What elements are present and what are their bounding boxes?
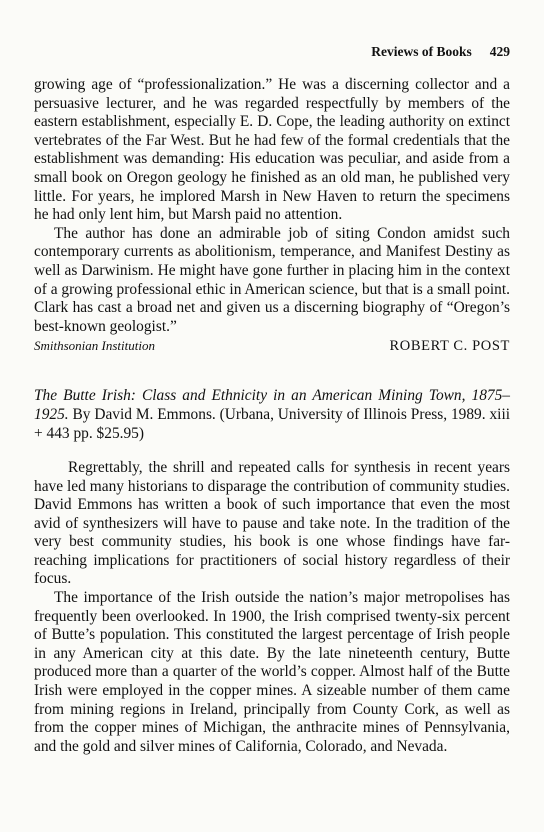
book-page — [34, 44, 510, 756]
book-citation — [34, 386, 510, 443]
book-details: By David M. Emmons. (Urbana, University of Illinois Press, 1989. xiii + 443 pp. $25.95) — [34, 405, 510, 442]
reviewer-institution: Smithsonian Institution — [34, 338, 155, 354]
reviewer-name: ROBERT C. POST — [389, 338, 510, 355]
running-head-title: Reviews of Books — [371, 44, 472, 59]
review-signature — [34, 337, 510, 356]
review-paragraph: The author has done an admirable job of siting Condon amidst such contemporary currents as abolitionism, temperance, and Manifest Destiny as well as Darwinism. He might have gone further in placing him in the context of a growing professional ethic in American science, but that is a small point. Clark has cast a broad net and given us a discerning biography of “Oregon’s best-known geologist.” — [34, 224, 510, 335]
review-butte-irish — [34, 459, 510, 757]
review-paragraph: growing age of “professionalization.” He was a discerning collector and a persuasive lecturer, and he was regarded respectfully by members of the eastern establishment, especially E. D. Cope, the leading authority on extinct vertebrates of the Far West. But he had few of the formal credentials that the establishment was demanding: His education was peculiar, and aside from a small book on Oregon geology he finished as an old man, he published very little. For years, he implored Marsh in New Haven to return the specimens he had only lent him, but Marsh paid no attention. — [34, 76, 510, 224]
book-title: The Butte Irish: Class and Ethnicity in an American Mining Town, 1875–1925. — [34, 386, 510, 423]
review-robert-post — [34, 76, 510, 356]
review-paragraph: Regrettably, the shrill and repeated calls for synthesis in recent years have led many historians to disparage the contribution of community studies. David Emmons has written a book of such importance that even the most avid of synthesizers will have to pause and take note. In the tradition of the very best community studies, his book is one whose findings have far-reaching implications for practitioners of social history regardless of their focus. — [34, 458, 510, 588]
running-head — [34, 44, 510, 66]
review-paragraph: The importance of the Irish outside the nation’s major metropolises has frequently been overlooked. In 1900, the Irish comprised twenty-six percent of Butte’s population. This constituted the largest percentage of Irish people in any American city at this date. By the late nineteenth century, Butte produced more than a quarter of the world’s copper. Almost half of the Butte Irish were employed in the copper mines. A sizeable number of them came from mining regions in Ireland, principally from County Cork, as well as from the copper mines of Michigan, the anthracite mines of Pennsylvania, and the gold and silver mines of California, Colorado, and Nevada. — [34, 589, 510, 755]
page-number: 429 — [489, 44, 510, 59]
